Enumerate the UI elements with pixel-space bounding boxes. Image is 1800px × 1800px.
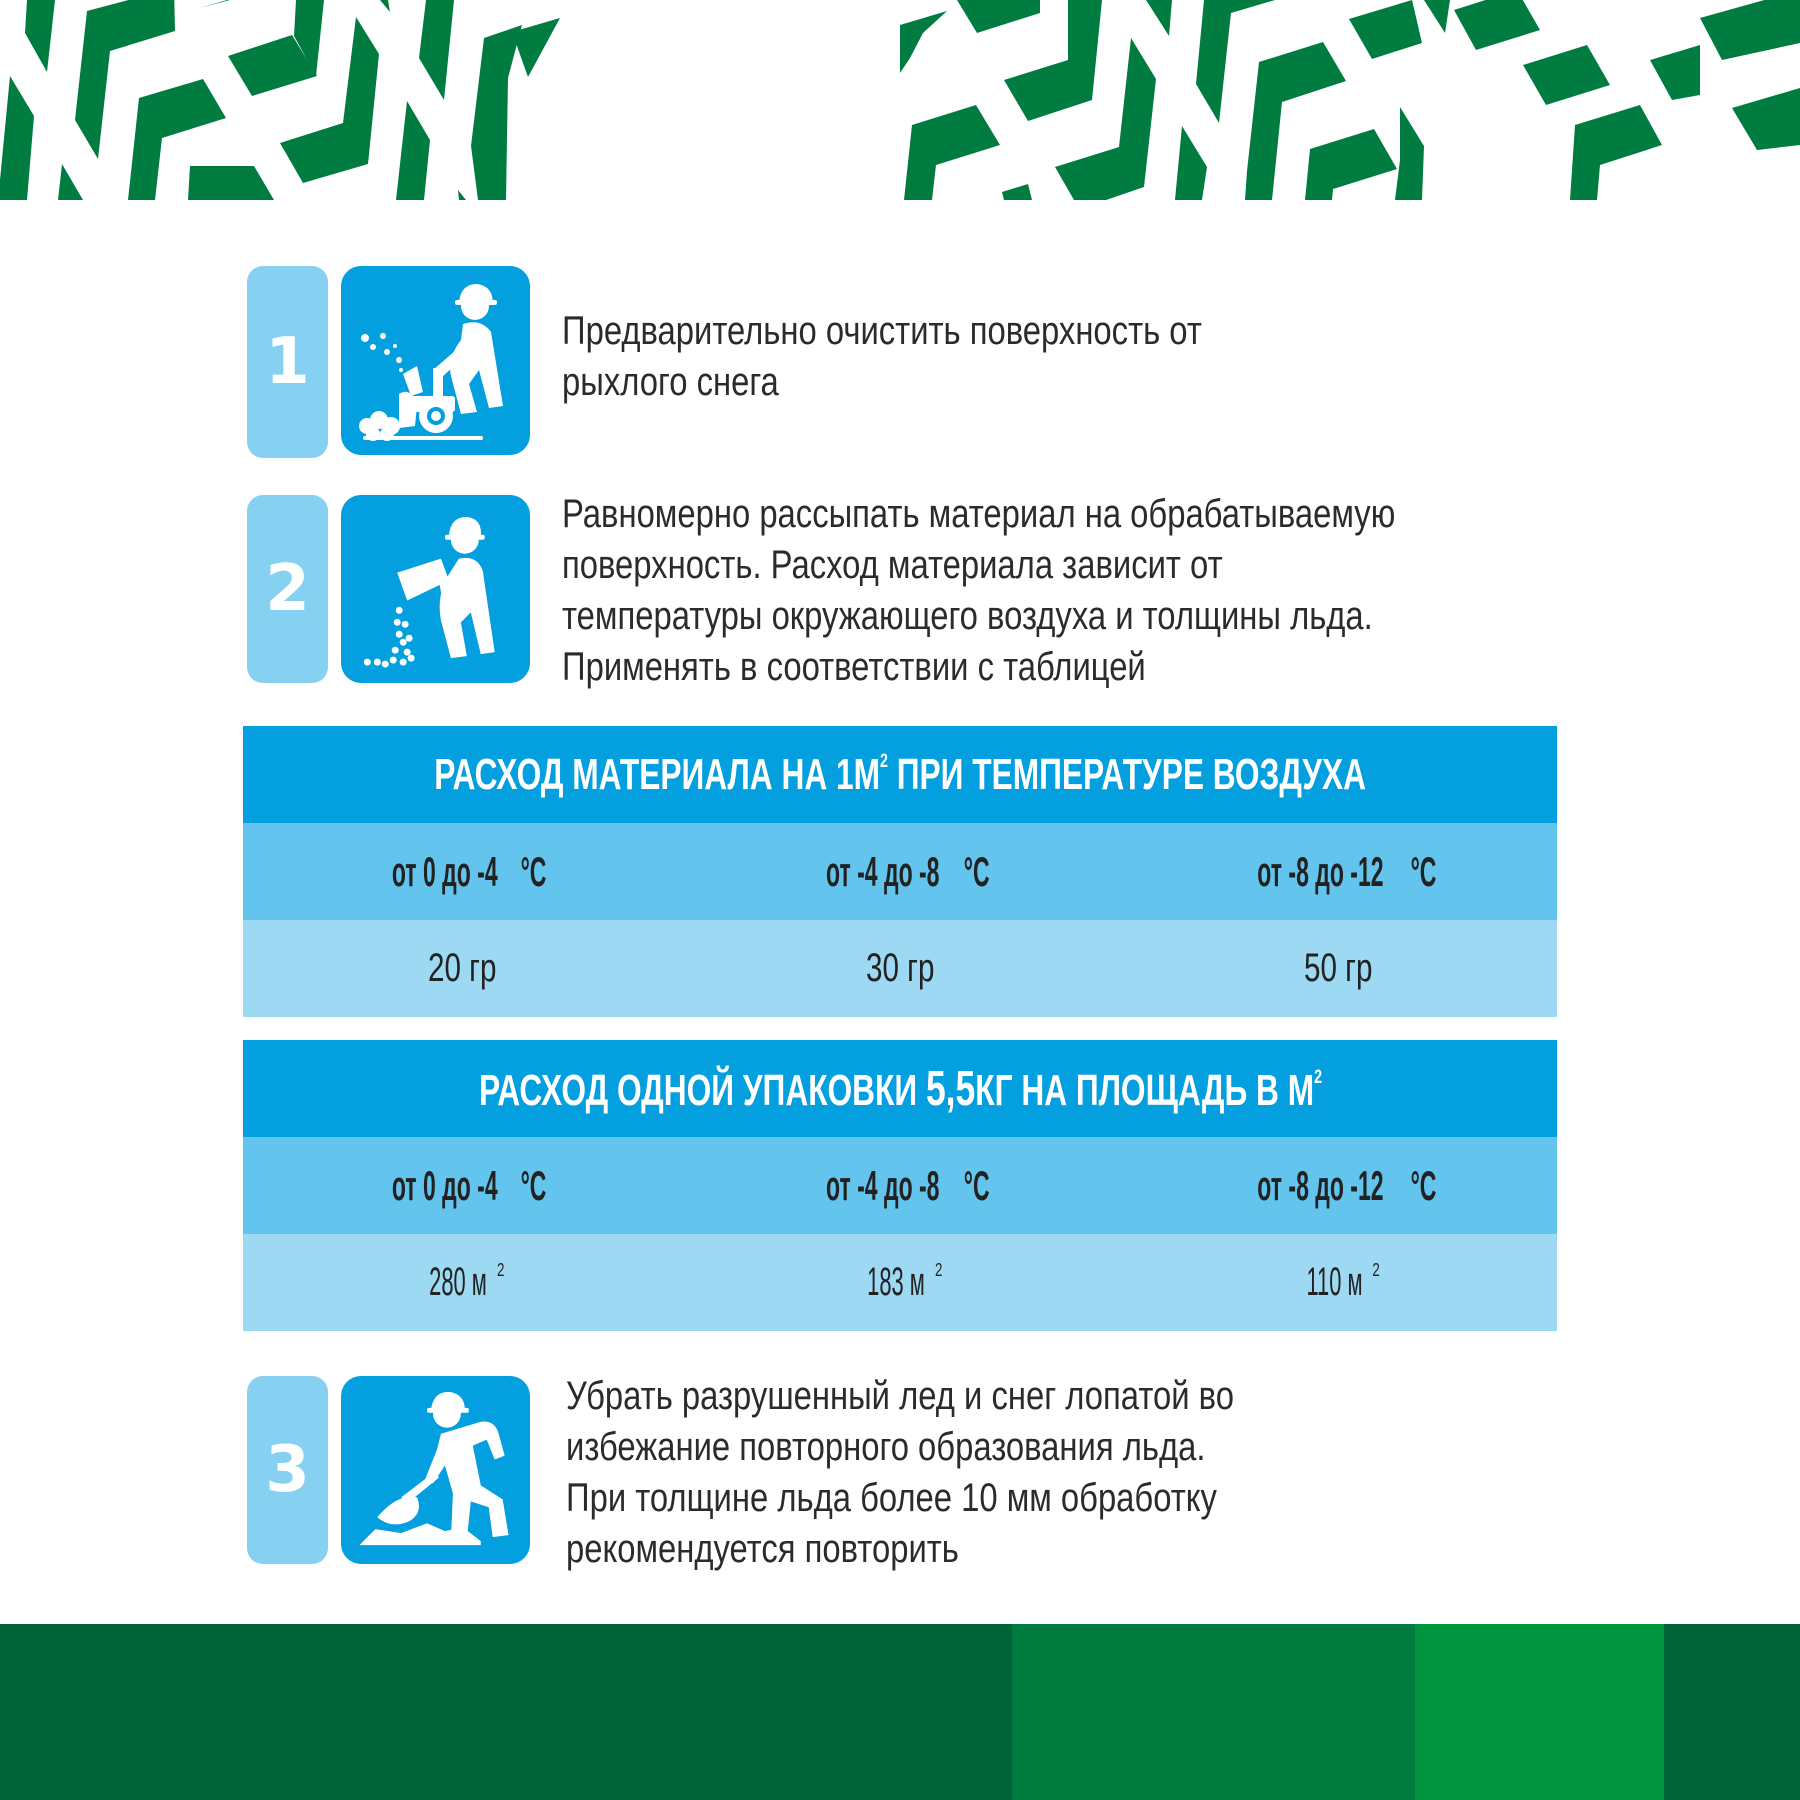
value: 110 м: [1306, 1260, 1363, 1305]
text-line: Предварительно очистить поверхность от: [562, 309, 1202, 353]
step-3: [247, 1374, 1647, 1571]
superscript: 2: [497, 1259, 505, 1280]
snow-blower-worker-icon: [341, 266, 530, 455]
stripe-dark-green-right: [1664, 1624, 1800, 1800]
step-number-tile: [247, 495, 328, 683]
table-header: [243, 1040, 1557, 1137]
superscript: 2: [1313, 1066, 1322, 1089]
table-title: РАСХОД МАТЕРИАЛА НА 1М: [434, 749, 880, 799]
top-chevron-pattern: [0, 0, 1800, 200]
temperature-cell: [681, 1162, 1119, 1210]
value-cell: [681, 946, 1119, 991]
value: 20 гр: [427, 946, 497, 990]
text-line: температуры окружающего воздуха и толщины льда.: [562, 594, 1373, 638]
value: 30 гр: [865, 946, 935, 990]
temperature-row: [243, 823, 1557, 920]
temperature-cell: [1119, 848, 1557, 896]
temperature-row: [243, 1137, 1557, 1234]
step-number: 3: [265, 1433, 310, 1507]
celsius-unit: °С: [963, 847, 990, 895]
value: 280 м: [429, 1260, 488, 1305]
step-number: 1: [265, 325, 310, 399]
step-number-tile: [247, 1376, 328, 1564]
temperature-cell: [243, 1162, 681, 1210]
superscript: 2: [879, 749, 888, 772]
value-cell: [243, 946, 681, 991]
temperature-cell: [1119, 1162, 1557, 1210]
value-cell: [243, 1260, 681, 1306]
temperature-range: от -4 до -8: [825, 1161, 940, 1209]
bottom-green-stripes: [0, 1624, 1800, 1800]
temperature-cell: [243, 848, 681, 896]
value-row: [243, 920, 1557, 1017]
text-line: Равномерно рассыпать материал на обрабатываемую: [562, 492, 1396, 536]
text-line: рыхлого снега: [562, 360, 779, 404]
consumption-per-m2-table: [243, 726, 1557, 1017]
value-row: [243, 1234, 1557, 1331]
table-header: [243, 726, 1557, 823]
package-weight: 5,5: [925, 1061, 975, 1116]
step-number-tile: [247, 266, 328, 458]
temperature-range: от 0 до -4: [391, 1161, 498, 1209]
value-cell: [1119, 1260, 1557, 1306]
value: 50 гр: [1303, 946, 1373, 990]
step-1: [247, 266, 1647, 458]
temperature-range: от -4 до -8: [825, 847, 940, 895]
temperature-cell: [681, 848, 1119, 896]
text-line: рекомендуется повторить: [566, 1527, 959, 1571]
text-line: Применять в соответствии с таблицей: [562, 645, 1146, 689]
celsius-unit: °С: [520, 1161, 547, 1209]
stripe-bright-green: [1415, 1624, 1664, 1800]
value-cell: [1119, 946, 1557, 991]
shoveling-worker-icon: [341, 1376, 530, 1564]
step-2: [247, 492, 1647, 689]
package-coverage-table: [243, 1040, 1557, 1331]
superscript: 2: [935, 1259, 943, 1280]
step-number: 2: [265, 552, 310, 626]
temperature-range: от -8 до -12: [1257, 847, 1384, 895]
step-1-description: [562, 306, 1202, 408]
table-title-suffix: КГ НА ПЛОЩАДЬ В М: [974, 1066, 1314, 1115]
spreading-material-worker-icon: [341, 495, 530, 683]
celsius-unit: °С: [963, 1161, 990, 1209]
stripe-mid-green: [1012, 1624, 1415, 1800]
text-line: поверхность. Расход материала зависит от: [562, 543, 1223, 587]
table-title: РАСХОД ОДНОЙ УПАКОВКИ: [478, 1066, 926, 1115]
value: 183 м: [867, 1260, 926, 1305]
step-3-description: [566, 1371, 1234, 1575]
superscript: 2: [1372, 1259, 1380, 1280]
stripe-dark-green: [0, 1624, 1012, 1800]
value-cell: [681, 1260, 1119, 1306]
table-title-suffix: ПРИ ТЕМПЕРАТУРЕ ВОЗДУХА: [887, 749, 1366, 799]
text-line: избежание повторного образования льда.: [566, 1425, 1206, 1469]
text-line: Убрать разрушенный лед и снег лопатой во: [566, 1374, 1234, 1418]
step-2-description: [562, 489, 1395, 693]
celsius-unit: °С: [520, 847, 547, 895]
text-line: При толщине льда более 10 мм обработку: [566, 1476, 1217, 1520]
temperature-range: от -8 до -12: [1257, 1161, 1384, 1209]
chevron-pattern-graphic: [0, 0, 1800, 200]
temperature-range: от 0 до -4: [391, 847, 498, 895]
celsius-unit: °С: [1410, 1161, 1437, 1209]
celsius-unit: °С: [1410, 847, 1437, 895]
